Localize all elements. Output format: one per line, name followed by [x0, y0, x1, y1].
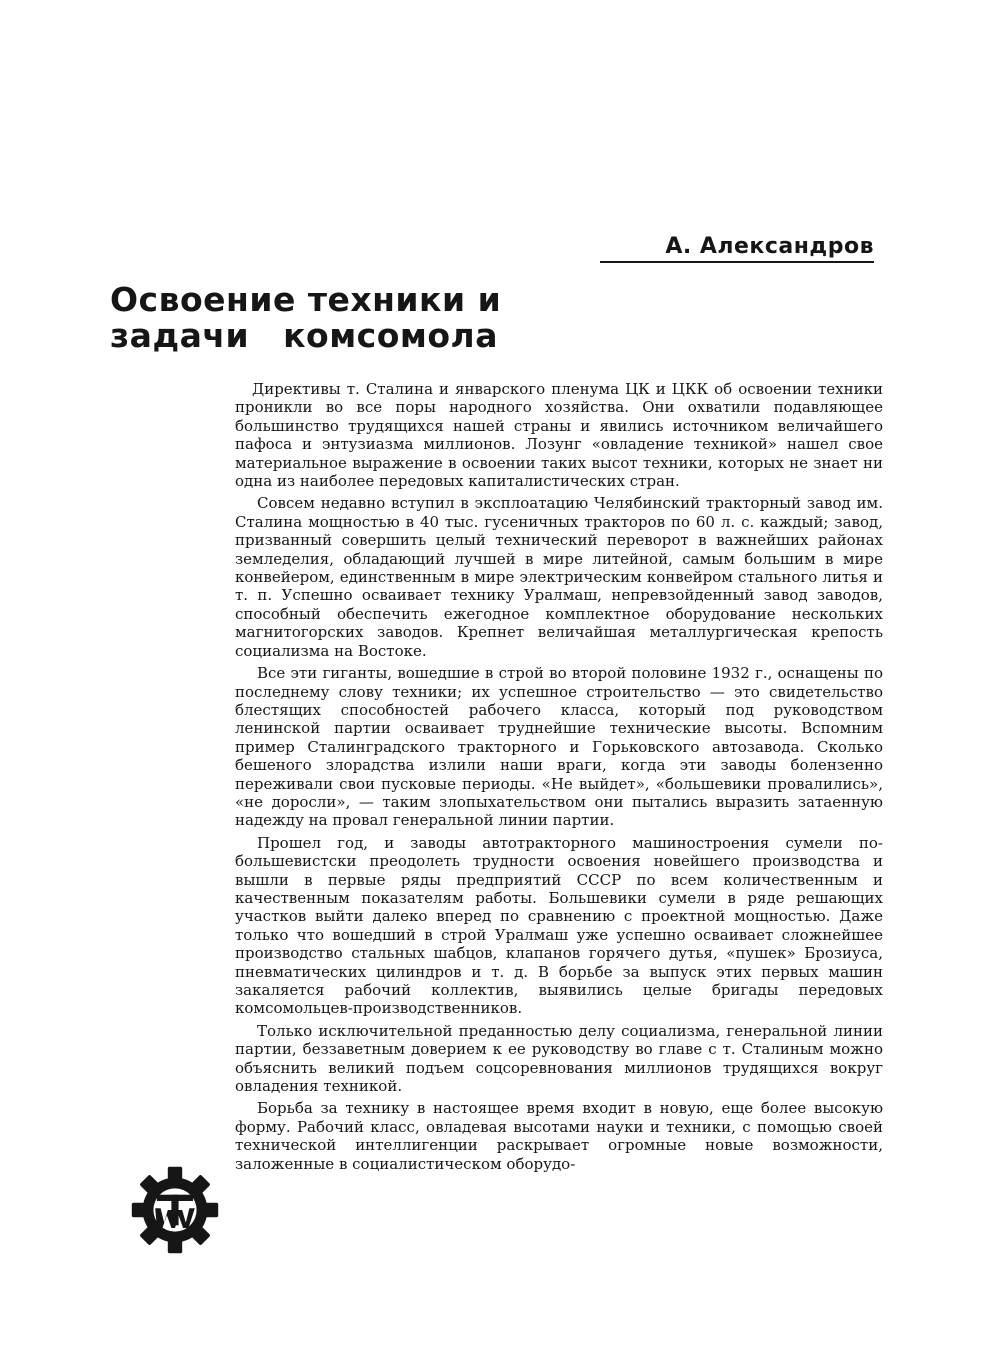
paragraph-5: Только исключительной преданностью делу социализма, генеральной линии партии, беззаветным доверием к ее руководству во главе с т. Сталиным можно объяснить великий подъем соцсоревнования миллионов трудящихся вокруг овладения техникой.	[235, 1021, 883, 1096]
article-body	[235, 380, 883, 1177]
paragraph-4: Прошел год, и заводы автотракторного машиностроения сумели по-большевистски преодолеть трудности освоения новейшего производства и вышли в первые ряды предприятий СССР по всем количественным и качественным показателям работы. Большевики сумели в ряде решающих участков выйти далеко вперед по сравнению с проектной мощностью. Даже только что вошедший в строй Уралмаш уже успешно осваивает сложнейшее производство стальных шабцов, клапанов горячего дутья, «пушек» Брозиуса, пневматических цилиндров и т. д. В борьбе за выпуск этих первых машин закаляется рабочий коллектив, выявились целые бригады передовых комсомольцев-производственников.	[235, 833, 883, 1018]
article-title-line-2: задачи комсомола	[110, 316, 498, 355]
paragraph-1: Директивы т. Сталина и январского пленума ЦК и ЦКК об освоении техники проникли во все поры народного хозяйства. Они охватили подавляющее большинство трудящихся нашей страны и явились источником величайшего пафоса и энтузиазма миллионов. Лозунг «овладение техникой» нашел свое материальное выражение в освоении таких высот техники, которых не знает ни одна из наиболее передовых капиталистических стран.	[235, 380, 883, 491]
paragraph-6: Борьба за технику в настоящее время входит в новую, еще более высокую форму. Рабочий класс, овладевая высотами науки и техники, с помощью своей технической интеллигенции раскрывает огромные новые возможности, заложенные в социалистическом оборудо-	[235, 1099, 883, 1173]
article-title	[110, 282, 610, 354]
gear-tm-emblem-icon	[130, 1165, 220, 1255]
article-title-line-1: Освоение техники и	[110, 280, 502, 319]
paragraph-2: Совсем недавно вступил в эксплоатацию Челябинский тракторный завод им. Сталина мощностью в 40 тыс. гусеничных тракторов по 60 л. с. каждый; завод, призванный совершить целый технический переворот в важнейших районах земледелия, обладающий лучшей в мире литейной, самым большим в мире конвейером, единственным в мире электрическим конвейром стального литья и т. п. Успешно осваивает технику Уралмаш, непревзойденный завод заводов, способный обеспечить ежегодное комплектное оборудование нескольких магнитогорских заводов. Крепнет величайшая металлургическая крепость социализма на Востоке.	[235, 494, 883, 660]
paragraph-3: Все эти гиганты, вошедшие в строй во второй половине 1932 г., оснащены по последнему слову техники; их успешное строительство — это свидетельство блестящих способностей рабочего класса, который под руководством ленинской партии осваивает труднейшие технические высоты. Вспомним пример Сталинградского тракторного и Горьковского автозавода. Сколько бешеного злорадства излили наши враги, когда эти заводы болензенно переживали свои пусковые периоды. «Не выйдет», «большевики провалились», «не доросли», — таким злопыхательством они пытались выразить затаенную надежду на провал генеральной линии партии.	[235, 664, 883, 830]
article-author: А. Александров	[600, 234, 874, 263]
